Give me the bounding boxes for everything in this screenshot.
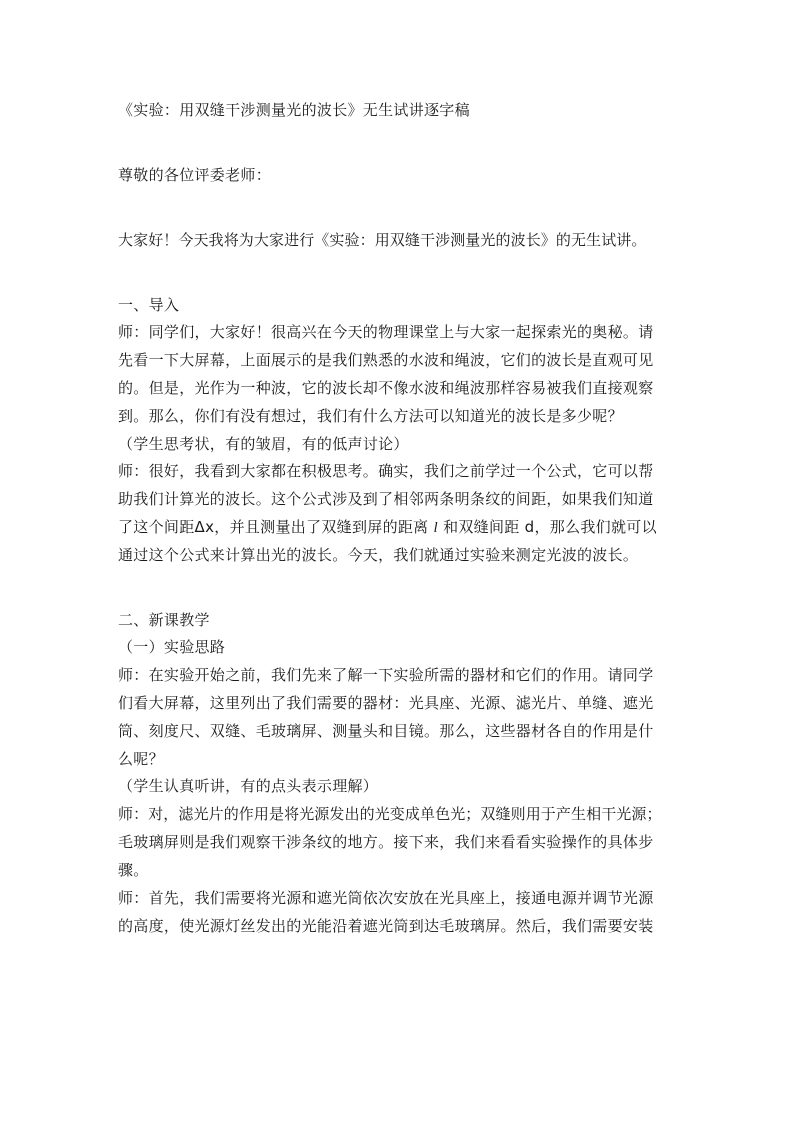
text-segment: ，并且测量出了双缝到屏的距离 <box>214 518 434 536</box>
paragraph-line: 么呢？ <box>118 750 164 768</box>
greeting: 尊敬的各位评委老师： <box>118 166 272 184</box>
paragraph-line: 们看大屏幕，这里列出了我们需要的器材：光具座、光源、滤光片、单缝、遮光 <box>118 694 654 712</box>
paragraph-line: 师：很好，我看到大家都在积极思考。确实，我们之前学过一个公式，它可以帮 <box>118 462 654 480</box>
paragraph-line: 毛玻璃屏则是我们观察干涉条纹的地方。接下来，我们来看看实验操作的具体步 <box>118 833 654 851</box>
paragraph-line: 的高度，使光源灯丝发出的光能沿着遮光筒到达毛玻璃屏。然后，我们需要安装 <box>118 917 654 935</box>
section-heading-intro: 一、导入 <box>118 296 180 314</box>
paragraph-line: 师：对，滤光片的作用是将光源发出的光变成单色光；双缝则用于产生相干光源； <box>118 805 662 823</box>
text-segment: 了这个间距 <box>118 518 195 536</box>
d-symbol: d <box>524 518 535 536</box>
subsection-heading: （一）实验思路 <box>118 638 226 656</box>
intro-paragraph: 大家好！今天我将为大家进行《实验：用双缝干涉测量光的波长》的无生试讲。 <box>118 231 647 249</box>
paragraph-line: 师：同学们，大家好！很高兴在今天的物理课堂上与大家一起探索光的奥秘。请 <box>118 323 654 341</box>
text-segment: ，那么我们就可以 <box>534 518 657 536</box>
delta-x-symbol: Δx <box>194 518 215 536</box>
paragraph-line: 助我们计算光的波长。这个公式涉及到了相邻两条明条纹的间距，如果我们知道 <box>118 490 654 508</box>
paragraph-line: 通过这个公式来计算出光的波长。今天，我们就通过实验来测定光波的波长。 <box>118 546 639 564</box>
document-title: 《实验：用双缝干涉测量光的波长》无生试讲逐字稿 <box>118 101 470 119</box>
stage-direction: （学生思考状，有的皱眉，有的低声讨论） <box>118 435 409 453</box>
text-segment: 和双缝间距 <box>438 518 525 536</box>
paragraph-line-with-formula <box>118 517 657 538</box>
paragraph-line: 先看一下大屏幕，上面展示的是我们熟悉的水波和绳波，它们的波长是直观可见 <box>118 351 654 369</box>
paragraph-line: 师：在实验开始之前，我们先来了解一下实验所需的器材和它们的作用。请同学 <box>118 666 654 684</box>
paragraph-line: 的。但是，光作为一种波，它的波长却不像水波和绳波那样容易被我们直接观察 <box>118 379 654 397</box>
section-heading-new-lesson: 二、新课教学 <box>118 611 210 629</box>
stage-direction: （学生认真听讲，有的点头表示理解） <box>118 777 379 795</box>
paragraph-line: 到。那么，你们有没有想过，我们有什么方法可以知道光的波长是多少呢？ <box>118 407 623 425</box>
paragraph-line: 师：首先，我们需要将光源和遮光筒依次安放在光具座上，接通电源并调节光源 <box>118 889 654 907</box>
l-symbol: l <box>433 520 439 536</box>
paragraph-line: 骤。 <box>118 861 149 879</box>
paragraph-line: 筒、刻度尺、双缝、毛玻璃屏、测量头和目镜。那么，这些器材各自的作用是什 <box>118 722 654 740</box>
